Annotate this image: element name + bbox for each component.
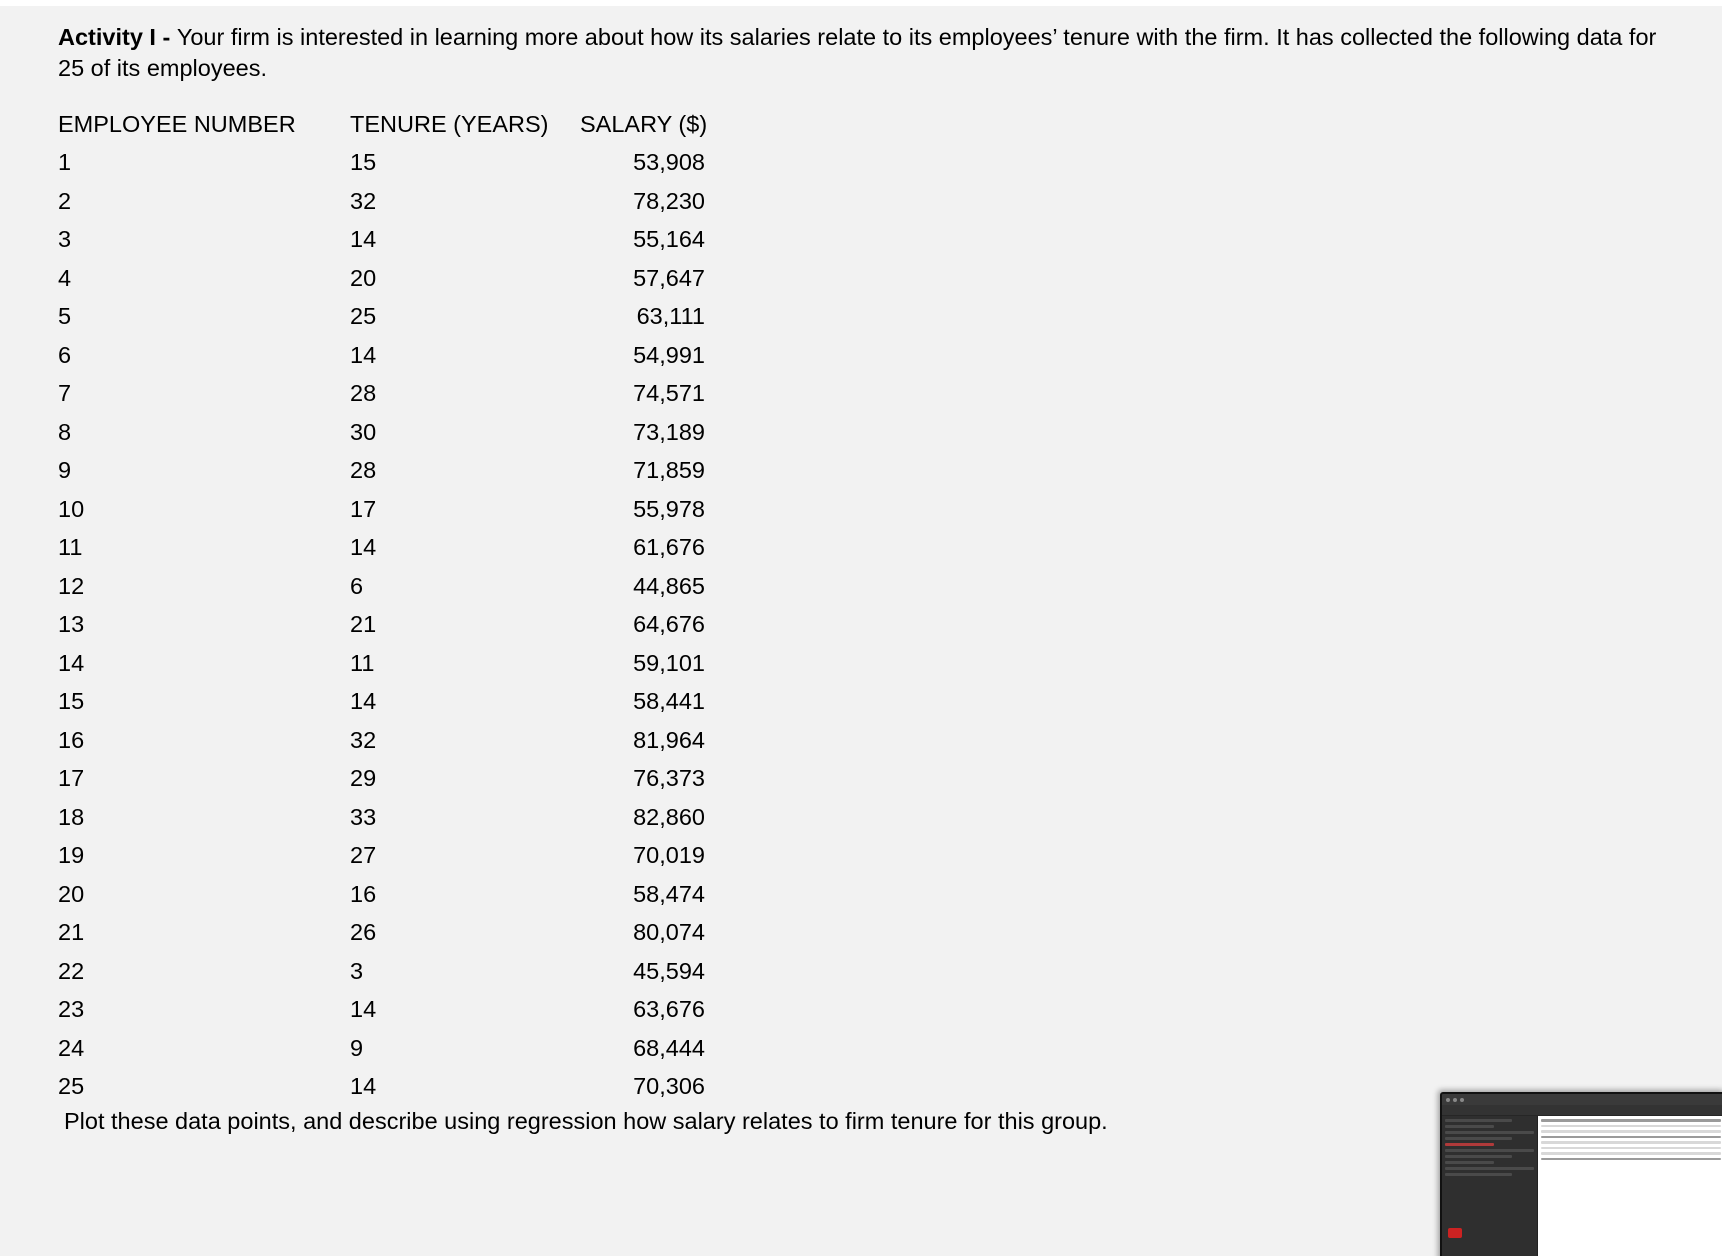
- thumbnail-line: [1445, 1173, 1512, 1176]
- thumbnail-line: [1445, 1119, 1512, 1122]
- thumbnail-text-line: [1541, 1141, 1721, 1144]
- cell-employee-number: 23: [58, 996, 85, 1023]
- cell-employee-number: 10: [58, 495, 85, 522]
- cell-salary-value: 57,647: [633, 264, 705, 291]
- cell-salary: [580, 490, 780, 529]
- cell-employee-number: 25: [58, 1073, 85, 1100]
- cell-tenure: 14: [350, 226, 377, 253]
- table-row: [58, 221, 780, 260]
- cell-salary-value: 44,865: [633, 572, 705, 599]
- cell-employee-number: 8: [58, 418, 72, 445]
- cell-tenure: 17: [350, 495, 377, 522]
- cell-tenure: 27: [350, 842, 377, 869]
- table-row: [58, 798, 780, 837]
- table-header-row: [58, 111, 780, 144]
- thumbnail-text-line: [1541, 1125, 1721, 1128]
- cell-employee-number: 1: [58, 149, 72, 176]
- window-dot-icon: [1460, 1098, 1464, 1102]
- table-row: [58, 259, 780, 298]
- table-row: [58, 182, 780, 221]
- cell-salary: [580, 1068, 780, 1107]
- cell-salary-value: 55,978: [633, 495, 705, 522]
- cell-tenure: 30: [350, 418, 377, 445]
- table-row: [58, 375, 780, 414]
- cell-salary: [580, 760, 780, 799]
- cell-salary-value: 53,908: [633, 149, 705, 176]
- cell-salary: [580, 413, 780, 452]
- cell-tenure: 14: [350, 688, 377, 715]
- table-row: [58, 490, 780, 529]
- cell-tenure: 14: [350, 1073, 377, 1100]
- activity-intro: [58, 22, 1658, 85]
- window-dot-icon: [1453, 1098, 1457, 1102]
- thumbnail-line: [1445, 1125, 1494, 1128]
- thumbnail-titlebar: [1442, 1094, 1722, 1105]
- cell-employee-number: 11: [58, 534, 83, 561]
- window-dot-icon: [1446, 1098, 1450, 1102]
- table-row: [58, 336, 780, 375]
- thumbnail-text-line: [1541, 1147, 1721, 1150]
- cell-salary: [580, 375, 780, 414]
- thumbnail-line: [1445, 1167, 1534, 1170]
- cell-employee-number: 2: [58, 187, 72, 214]
- cell-salary-value: 63,111: [636, 303, 705, 330]
- activity-label: Activity I -: [58, 24, 177, 50]
- table-row: [58, 452, 780, 491]
- cell-employee-number: 7: [58, 380, 72, 407]
- cell-tenure: 9: [350, 1034, 364, 1061]
- table-row: [58, 298, 780, 337]
- cell-salary-value: 61,676: [633, 534, 705, 561]
- cell-employee-number: 15: [58, 688, 85, 715]
- cell-salary: [580, 837, 780, 876]
- cell-salary-value: 59,101: [633, 649, 705, 676]
- cell-tenure: 29: [350, 765, 377, 792]
- cell-employee-number: 12: [58, 572, 85, 599]
- thumbnail-text-line: [1541, 1130, 1721, 1133]
- cell-salary: [580, 529, 780, 568]
- cell-salary-value: 68,444: [633, 1034, 705, 1061]
- cell-tenure: 21: [350, 611, 377, 638]
- column-header-salary: SALARY ($): [580, 110, 708, 137]
- cell-employee-number: 3: [58, 226, 72, 253]
- table-row: [58, 606, 780, 645]
- cell-employee-number: 17: [58, 765, 85, 792]
- cell-employee-number: 22: [58, 957, 85, 984]
- thumbnail-toolbar: [1442, 1105, 1722, 1116]
- cell-salary: [580, 144, 780, 183]
- cell-employee-number: 18: [58, 803, 85, 830]
- cell-salary-value: 58,441: [633, 688, 705, 715]
- cell-salary-value: 63,676: [633, 996, 705, 1023]
- cell-salary-value: 70,019: [633, 842, 705, 869]
- table-row: [58, 529, 780, 568]
- cell-salary: [580, 798, 780, 837]
- thumbnail-line: [1445, 1161, 1494, 1164]
- page-top-edge: [0, 0, 1722, 6]
- cell-tenure: 33: [350, 803, 377, 830]
- cell-salary-value: 70,306: [633, 1073, 705, 1100]
- cell-tenure: 16: [350, 880, 377, 907]
- table-row: [58, 144, 780, 183]
- thumbnail-line: [1445, 1149, 1534, 1152]
- cell-employee-number: 5: [58, 303, 72, 330]
- cell-tenure: 6: [350, 572, 364, 599]
- cell-employee-number: 13: [58, 611, 85, 638]
- cell-salary-value: 71,859: [633, 457, 705, 484]
- cell-salary: [580, 644, 780, 683]
- cell-salary: [580, 1029, 780, 1068]
- thumbnail-text-line: [1541, 1152, 1721, 1155]
- cell-salary: [580, 452, 780, 491]
- cell-tenure: 28: [350, 457, 377, 484]
- cell-tenure: 26: [350, 919, 377, 946]
- table-row: [58, 875, 780, 914]
- cell-employee-number: 16: [58, 726, 85, 753]
- cell-tenure: 20: [350, 264, 377, 291]
- thumbnail-line: [1445, 1143, 1494, 1146]
- thumbnail-page: [1538, 1116, 1722, 1256]
- cell-employee-number: 4: [58, 264, 72, 291]
- cell-tenure: 14: [350, 996, 377, 1023]
- screen-thumbnail[interactable]: [1432, 1084, 1722, 1256]
- cell-tenure: 32: [350, 726, 377, 753]
- cell-tenure: 14: [350, 534, 377, 561]
- cell-salary: [580, 259, 780, 298]
- table-row: [58, 413, 780, 452]
- table-row: [58, 644, 780, 683]
- table-row: [58, 721, 780, 760]
- cell-tenure: 25: [350, 303, 377, 330]
- thumbnail-window[interactable]: [1440, 1092, 1722, 1256]
- table-row: [58, 567, 780, 606]
- cell-salary-value: 78,230: [633, 187, 705, 214]
- cell-salary: [580, 683, 780, 722]
- cell-tenure: 15: [350, 149, 377, 176]
- cell-salary: [580, 914, 780, 953]
- cell-salary: [580, 721, 780, 760]
- cell-salary-value: 55,164: [633, 226, 705, 253]
- cell-tenure: 28: [350, 380, 377, 407]
- table-row: [58, 991, 780, 1030]
- record-badge-icon: [1448, 1228, 1462, 1238]
- cell-salary-value: 81,964: [633, 726, 705, 753]
- cell-tenure: 3: [350, 957, 364, 984]
- cell-salary: [580, 991, 780, 1030]
- cell-tenure: 11: [350, 649, 375, 676]
- cell-salary-value: 54,991: [633, 341, 705, 368]
- cell-salary-value: 64,676: [633, 611, 705, 638]
- cell-salary-value: 80,074: [633, 919, 705, 946]
- table-row: [58, 760, 780, 799]
- cell-salary: [580, 875, 780, 914]
- cell-salary: [580, 221, 780, 260]
- thumbnail-text-line: [1541, 1119, 1721, 1122]
- table-row: [58, 914, 780, 953]
- activity-instruction: Plot these data points, and describe using regression how salary relates to firm tenure for this group.: [64, 1108, 1108, 1134]
- thumbnail-line: [1445, 1155, 1512, 1158]
- cell-employee-number: 21: [58, 919, 85, 946]
- thumbnail-body: [1442, 1116, 1722, 1256]
- cell-salary-value: 82,860: [633, 803, 705, 830]
- cell-employee-number: 19: [58, 842, 85, 869]
- document-content: [58, 22, 1678, 1135]
- cell-salary: [580, 606, 780, 645]
- table-row: [58, 1068, 780, 1107]
- cell-employee-number: 24: [58, 1034, 85, 1061]
- thumbnail-text-line: [1541, 1136, 1721, 1139]
- table-row: [58, 952, 780, 991]
- table-body: [58, 144, 780, 1107]
- cell-employee-number: 14: [58, 649, 85, 676]
- cell-salary-value: 74,571: [633, 380, 705, 407]
- thumbnail-line: [1445, 1131, 1534, 1134]
- cell-salary-value: 45,594: [633, 957, 705, 984]
- table-row: [58, 683, 780, 722]
- employee-data-table: [58, 111, 780, 1107]
- activity-intro-text: Your firm is interested in learning more about how its salaries relate to its employees’ tenure with the firm. It has collected the following data for 25 of its employees.: [58, 24, 1657, 82]
- column-header-employee-number: EMPLOYEE NUMBER: [58, 110, 296, 137]
- table-row: [58, 1029, 780, 1068]
- cell-salary-value: 58,474: [633, 880, 705, 907]
- cell-salary: [580, 952, 780, 991]
- cell-tenure: 32: [350, 187, 377, 214]
- column-header-tenure: TENURE (YEARS): [350, 110, 549, 137]
- cell-salary: [580, 336, 780, 375]
- cell-salary-value: 73,189: [633, 418, 705, 445]
- cell-employee-number: 6: [58, 341, 72, 368]
- thumbnail-line: [1445, 1137, 1512, 1140]
- cell-salary: [580, 298, 780, 337]
- cell-employee-number: 9: [58, 457, 72, 484]
- cell-salary-value: 76,373: [633, 765, 705, 792]
- thumbnail-text-line: [1541, 1158, 1721, 1161]
- cell-tenure: 14: [350, 341, 377, 368]
- cell-salary: [580, 182, 780, 221]
- table-row: [58, 837, 780, 876]
- cell-employee-number: 20: [58, 880, 85, 907]
- cell-salary: [580, 567, 780, 606]
